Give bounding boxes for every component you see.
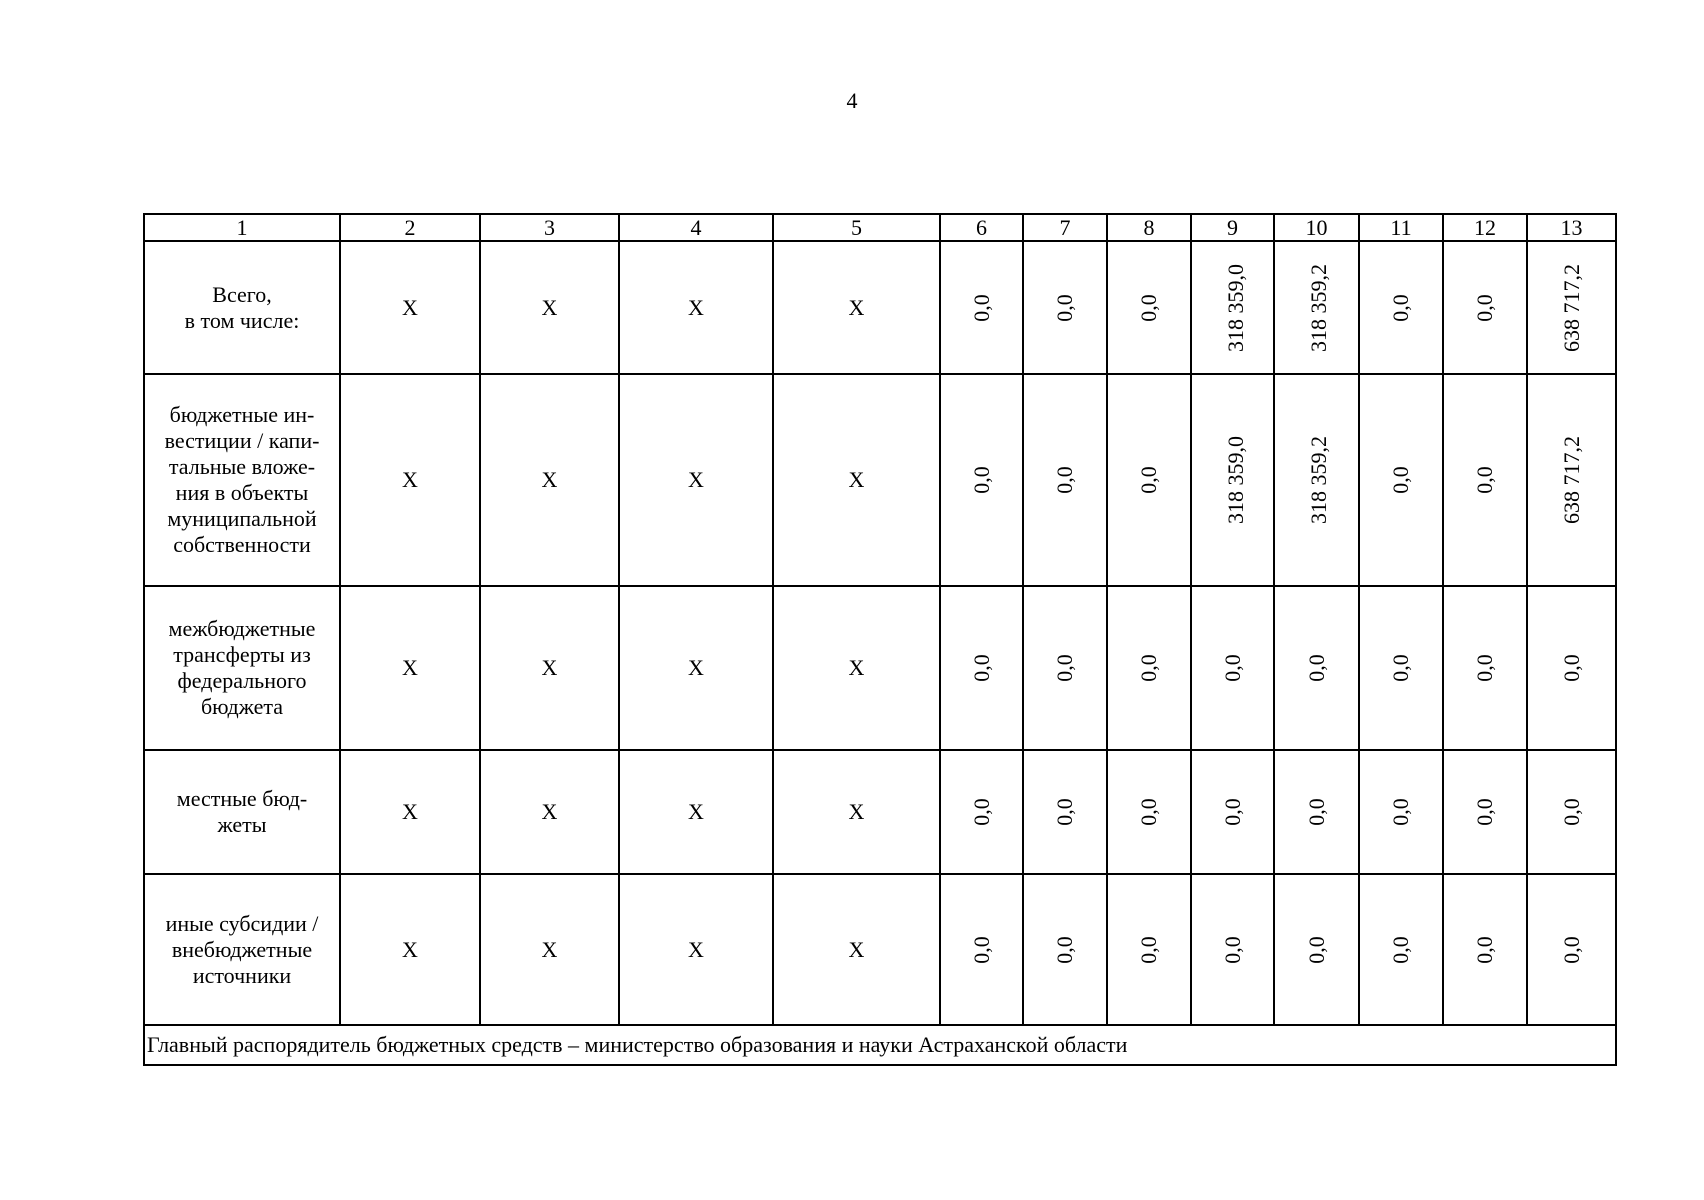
column-number: 2	[340, 214, 480, 241]
value-cell	[940, 874, 1023, 1025]
value-text: 0,0	[968, 935, 994, 964]
value-cell	[1107, 750, 1191, 874]
value-text: 0,0	[1472, 935, 1497, 964]
value-cell	[1107, 874, 1191, 1025]
value-text: 0,0	[968, 293, 994, 322]
value-text: 318 359,0	[1223, 263, 1248, 352]
value-text: 0,0	[1136, 798, 1161, 826]
row-label-text: бюджетные ин- вестиции / капи- тальные вложе- ния в объекты муниципальной собственности	[164, 402, 320, 557]
value-text: 0,0	[968, 466, 994, 494]
value-cell	[940, 241, 1023, 374]
column-number: 11	[1359, 214, 1443, 241]
x-cell: X	[773, 241, 940, 374]
chief-budget-manager-note: Главный распорядитель бюджетных средств – министерство образования и науки Астраханской области	[144, 1025, 1616, 1065]
value-cell	[1359, 374, 1443, 586]
value-text: 0,0	[1136, 466, 1161, 494]
x-cell: X	[480, 750, 619, 874]
value-text: 0,0	[1219, 935, 1245, 964]
value-cell	[1359, 241, 1443, 374]
table-row-other-sources	[144, 874, 1616, 1025]
x-cell: X	[619, 874, 773, 1025]
value-cell	[1023, 874, 1107, 1025]
value-text: 0,0	[1472, 466, 1497, 494]
column-number: 7	[1023, 214, 1107, 241]
value-cell	[1191, 241, 1274, 374]
row-label-text: иные субсидии / внебюджетные источники	[165, 910, 319, 988]
column-number: 5	[773, 214, 940, 241]
x-cell: X	[480, 874, 619, 1025]
x-cell: X	[773, 374, 940, 586]
row-label-text: местные бюд- жеты	[176, 786, 308, 837]
column-number-row	[144, 214, 1616, 241]
value-cell	[940, 586, 1023, 750]
x-cell: X	[773, 750, 940, 874]
value-cell	[1359, 586, 1443, 750]
x-cell: X	[480, 241, 619, 374]
value-cell	[1527, 874, 1616, 1025]
x-cell: X	[480, 374, 619, 586]
value-cell	[1107, 586, 1191, 750]
value-text: 0,0	[1388, 293, 1413, 322]
value-cell	[1274, 874, 1359, 1025]
value-text: 0,0	[1219, 654, 1245, 682]
value-text: 0,0	[1303, 654, 1329, 682]
value-cell	[1443, 241, 1527, 374]
value-text: 0,0	[968, 798, 994, 826]
value-text: 0,0	[1052, 935, 1077, 964]
x-cell: X	[619, 750, 773, 874]
value-text: 0,0	[1388, 466, 1413, 494]
value-text: 0,0	[968, 654, 994, 682]
column-number: 3	[480, 214, 619, 241]
table-row-footer	[144, 1025, 1616, 1065]
row-label	[144, 241, 340, 374]
x-cell: X	[340, 586, 480, 750]
value-text: 0,0	[1303, 798, 1329, 826]
value-cell	[1191, 874, 1274, 1025]
value-cell	[1023, 374, 1107, 586]
value-cell	[1274, 374, 1359, 586]
value-text: 0,0	[1136, 654, 1161, 682]
value-text: 318 359,2	[1306, 263, 1331, 352]
value-cell	[1359, 874, 1443, 1025]
value-text: 0,0	[1472, 654, 1497, 682]
value-cell	[1527, 241, 1616, 374]
column-number: 10	[1274, 214, 1359, 241]
x-cell: X	[340, 750, 480, 874]
value-cell	[1107, 241, 1191, 374]
column-number: 9	[1191, 214, 1274, 241]
x-cell: X	[619, 586, 773, 750]
value-cell	[940, 750, 1023, 874]
column-number: 1	[144, 214, 340, 241]
table-row-local-budgets	[144, 750, 1616, 874]
value-cell	[1191, 374, 1274, 586]
value-text: 0,0	[1558, 935, 1584, 964]
row-label-text: Всего, в том числе:	[184, 281, 300, 333]
value-text: 0,0	[1303, 935, 1329, 964]
value-cell	[1443, 874, 1527, 1025]
value-cell	[1107, 374, 1191, 586]
x-cell: X	[340, 241, 480, 374]
value-text: 0,0	[1052, 654, 1077, 682]
row-label	[144, 874, 340, 1025]
value-text: 318 359,2	[1306, 436, 1331, 524]
value-text: 638 717,2	[1559, 436, 1584, 524]
value-text: 0,0	[1388, 935, 1413, 964]
value-cell	[1527, 586, 1616, 750]
value-text: 0,0	[1558, 798, 1584, 826]
x-cell: X	[340, 874, 480, 1025]
value-cell	[1274, 241, 1359, 374]
row-label	[144, 586, 340, 750]
value-cell	[1274, 586, 1359, 750]
value-text: 0,0	[1472, 293, 1497, 322]
row-label	[144, 750, 340, 874]
x-cell: X	[619, 241, 773, 374]
value-cell	[1191, 586, 1274, 750]
value-cell	[1191, 750, 1274, 874]
value-text: 0,0	[1136, 935, 1161, 964]
value-text: 0,0	[1219, 798, 1245, 826]
value-cell	[1023, 586, 1107, 750]
value-cell	[1443, 374, 1527, 586]
column-number: 8	[1107, 214, 1191, 241]
value-text: 0,0	[1052, 798, 1077, 826]
column-number: 6	[940, 214, 1023, 241]
value-text: 0,0	[1558, 654, 1584, 682]
row-label-text: межбюджетные трансферты из федерального бюджета	[168, 616, 316, 719]
value-text: 0,0	[1388, 798, 1413, 826]
table-row-capital-investments	[144, 374, 1616, 586]
value-cell	[940, 374, 1023, 586]
value-text: 0,0	[1472, 798, 1497, 826]
value-cell	[1443, 586, 1527, 750]
column-number: 4	[619, 214, 773, 241]
budget-table	[143, 213, 1617, 1066]
value-cell	[1443, 750, 1527, 874]
column-number: 13	[1527, 214, 1616, 241]
row-label	[144, 374, 340, 586]
x-cell: X	[619, 374, 773, 586]
table-row-total	[144, 241, 1616, 374]
page-number: 4	[846, 88, 858, 113]
value-cell	[1527, 374, 1616, 586]
column-number: 12	[1443, 214, 1527, 241]
value-text: 638 717,2	[1559, 263, 1584, 352]
value-cell	[1023, 750, 1107, 874]
value-text: 318 359,0	[1223, 436, 1248, 524]
x-cell: X	[340, 374, 480, 586]
value-cell	[1274, 750, 1359, 874]
table-row-federal-transfers	[144, 586, 1616, 750]
x-cell: X	[480, 586, 619, 750]
x-cell: X	[773, 874, 940, 1025]
value-cell	[1527, 750, 1616, 874]
value-text: 0,0	[1388, 654, 1413, 682]
x-cell: X	[773, 586, 940, 750]
value-cell	[1023, 241, 1107, 374]
value-text: 0,0	[1136, 293, 1161, 322]
value-text: 0,0	[1052, 466, 1077, 494]
value-text: 0,0	[1052, 293, 1077, 322]
value-cell	[1359, 750, 1443, 874]
